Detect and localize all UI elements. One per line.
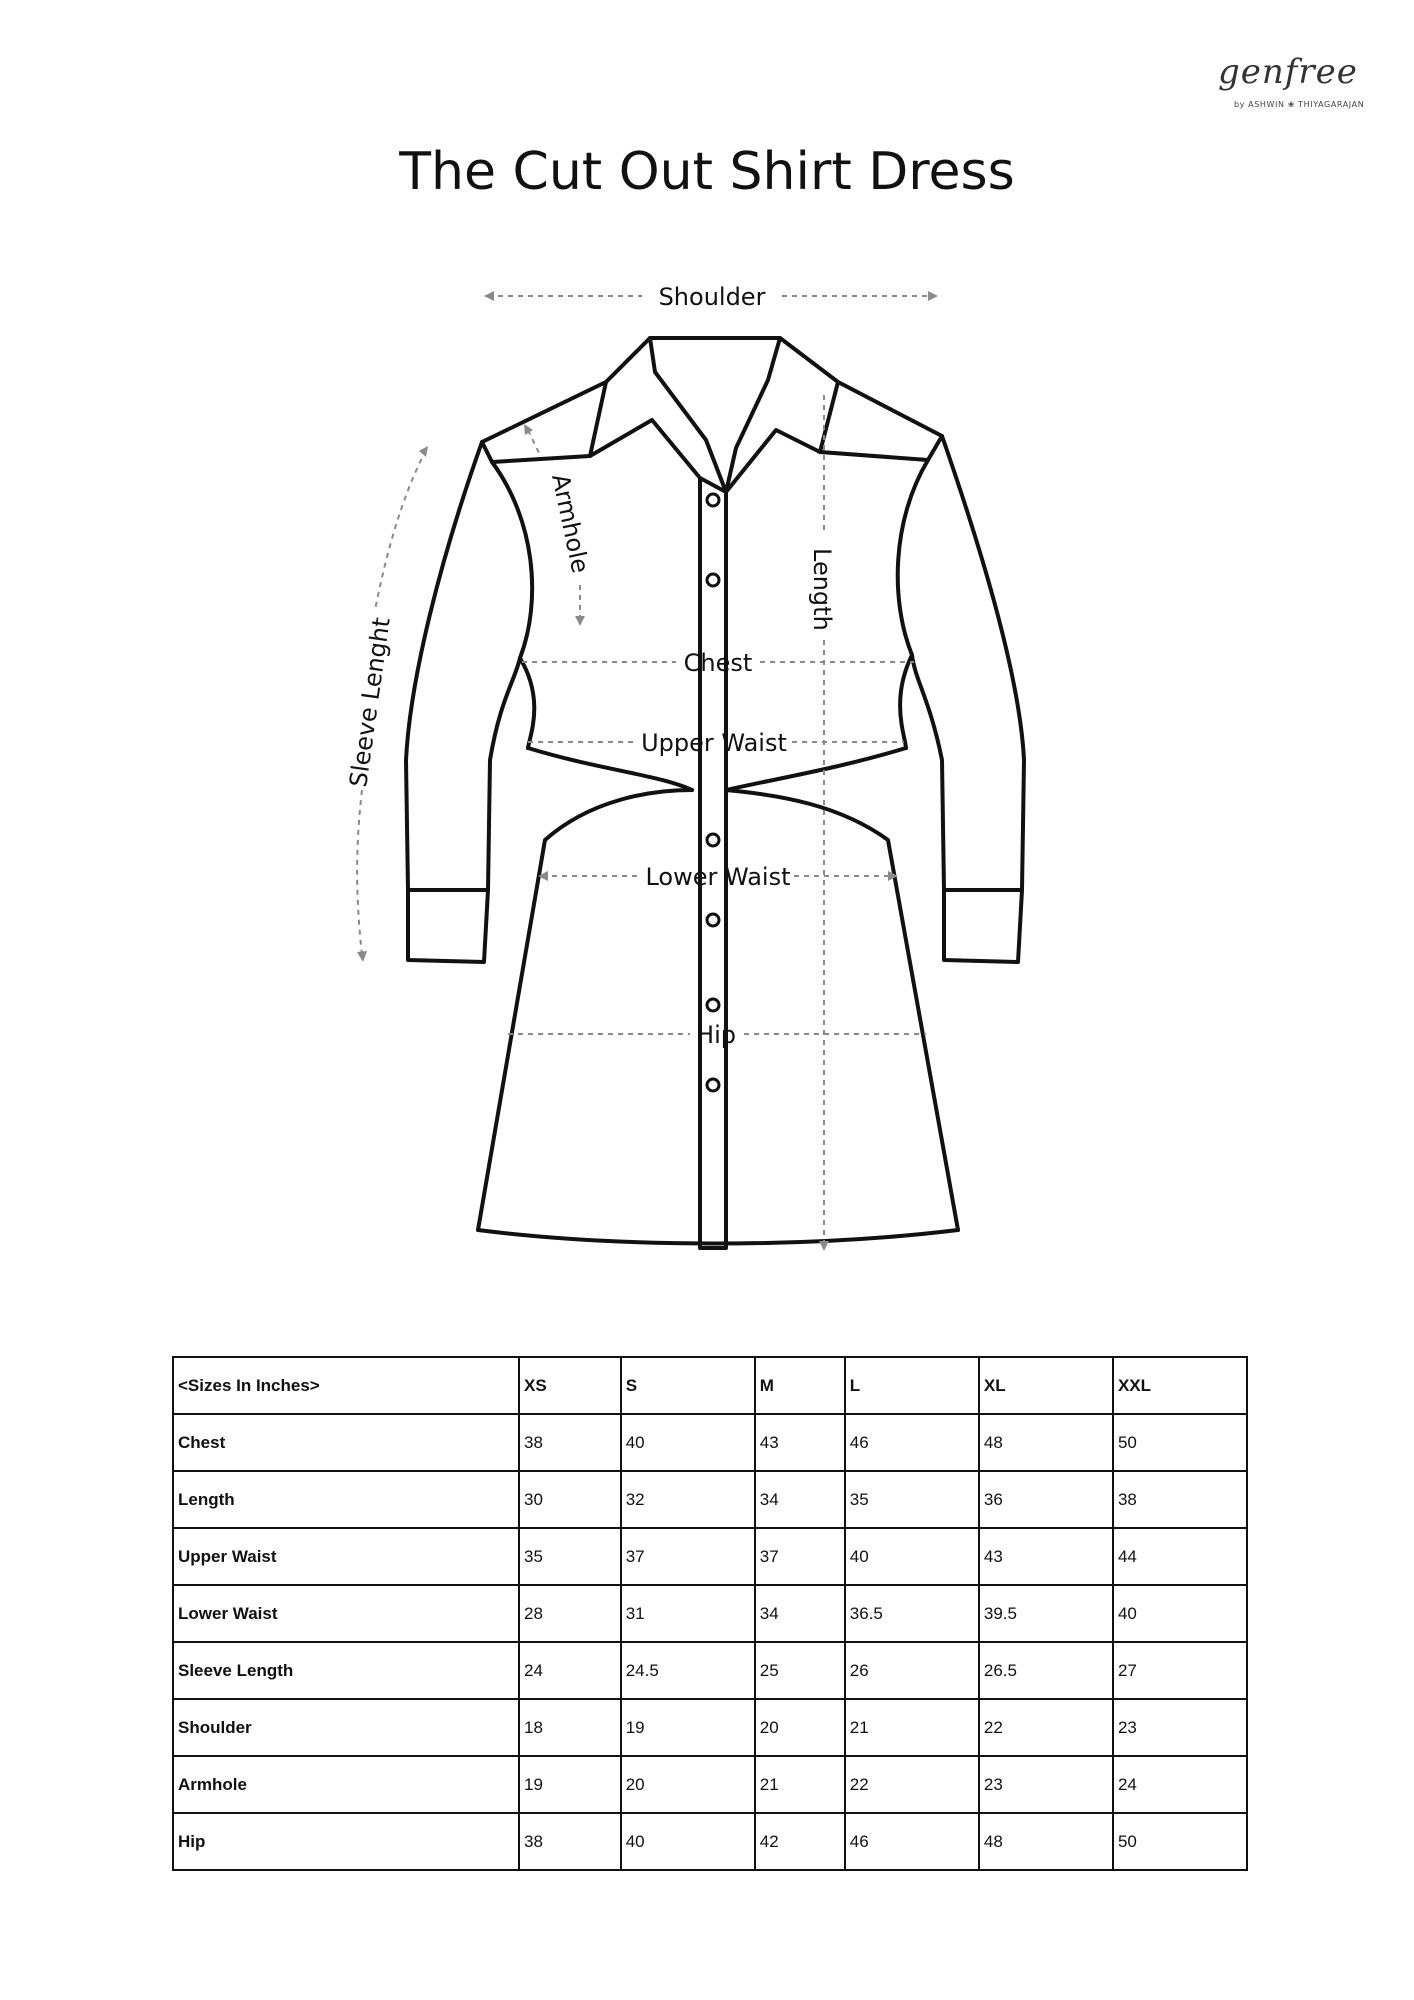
header-size-s: S xyxy=(621,1357,755,1414)
measurement-armhole xyxy=(524,424,594,626)
table-cell: 23 xyxy=(1113,1699,1247,1756)
table-cell: 31 xyxy=(621,1585,755,1642)
table-cell: 22 xyxy=(845,1756,979,1813)
dress-buttons xyxy=(707,494,719,1091)
row-label: Sleeve Length xyxy=(173,1642,519,1699)
header-size-l: L xyxy=(845,1357,979,1414)
table-row xyxy=(173,1471,1247,1528)
table-cell: 35 xyxy=(845,1471,979,1528)
label-hip: Hip xyxy=(696,1021,736,1049)
measurement-chest xyxy=(522,649,914,677)
table-cell: 37 xyxy=(621,1528,755,1585)
table-cell: 34 xyxy=(755,1585,845,1642)
table-header-row xyxy=(173,1357,1247,1414)
measurement-shoulder xyxy=(484,283,938,311)
table-cell: 44 xyxy=(1113,1528,1247,1585)
measurement-lower-waist xyxy=(538,863,898,891)
row-label: Armhole xyxy=(173,1756,519,1813)
table-cell: 27 xyxy=(1113,1642,1247,1699)
table-row xyxy=(173,1414,1247,1471)
table-cell: 26.5 xyxy=(979,1642,1113,1699)
table-cell: 22 xyxy=(979,1699,1113,1756)
row-label: Shoulder xyxy=(173,1699,519,1756)
header-size-m: M xyxy=(755,1357,845,1414)
label-armhole: Armhole xyxy=(546,471,595,576)
table-cell: 35 xyxy=(519,1528,621,1585)
table-cell: 24.5 xyxy=(621,1642,755,1699)
row-label: Length xyxy=(173,1471,519,1528)
table-cell: 46 xyxy=(845,1414,979,1471)
label-sleeve: Sleeve Lenght xyxy=(344,615,396,789)
row-label: Upper Waist xyxy=(173,1528,519,1585)
table-row xyxy=(173,1699,1247,1756)
row-label: Hip xyxy=(173,1813,519,1870)
table-cell: 43 xyxy=(979,1528,1113,1585)
label-upper-waist: Upper Waist xyxy=(641,729,787,757)
table-row xyxy=(173,1585,1247,1642)
table-cell: 19 xyxy=(621,1699,755,1756)
measurement-upper-waist xyxy=(528,729,904,757)
table-cell: 48 xyxy=(979,1813,1113,1870)
table-cell: 24 xyxy=(1113,1756,1247,1813)
table-cell: 20 xyxy=(621,1756,755,1813)
table-cell: 18 xyxy=(519,1699,621,1756)
header-size-xl: XL xyxy=(979,1357,1113,1414)
size-chart-table xyxy=(172,1356,1248,1871)
header-size-xxl: XXL xyxy=(1113,1357,1247,1414)
row-label: Lower Waist xyxy=(173,1585,519,1642)
label-chest: Chest xyxy=(683,649,753,677)
table-cell: 50 xyxy=(1113,1414,1247,1471)
measurement-hip xyxy=(508,1021,926,1049)
table-cell: 19 xyxy=(519,1756,621,1813)
table-cell: 26 xyxy=(845,1642,979,1699)
measurement-sleeve xyxy=(344,446,428,962)
table-cell: 38 xyxy=(1113,1471,1247,1528)
page-title: The Cut Out Shirt Dress xyxy=(399,142,1015,202)
table-cell: 28 xyxy=(519,1585,621,1642)
table-cell: 32 xyxy=(621,1471,755,1528)
table-cell: 40 xyxy=(845,1528,979,1585)
table-row xyxy=(173,1756,1247,1813)
table-cell: 37 xyxy=(755,1528,845,1585)
brand-subtitle: by ASHWIN ❀ THIYAGARAJAN xyxy=(1234,100,1365,109)
table-cell: 20 xyxy=(755,1699,845,1756)
label-lower-waist: Lower Waist xyxy=(645,863,791,891)
table-cell: 40 xyxy=(621,1414,755,1471)
table-cell: 43 xyxy=(755,1414,845,1471)
table-cell: 48 xyxy=(979,1414,1113,1471)
table-cell: 38 xyxy=(519,1813,621,1870)
header-size-xs: XS xyxy=(519,1357,621,1414)
measurement-length xyxy=(808,395,836,1251)
label-length: Length xyxy=(808,548,836,631)
table-cell: 36.5 xyxy=(845,1585,979,1642)
table-cell: 21 xyxy=(755,1756,845,1813)
table-cell: 36 xyxy=(979,1471,1113,1528)
table-cell: 23 xyxy=(979,1756,1113,1813)
table-cell: 46 xyxy=(845,1813,979,1870)
table-cell: 25 xyxy=(755,1642,845,1699)
dress-outline xyxy=(406,338,1024,1248)
table-cell: 50 xyxy=(1113,1813,1247,1870)
brand-name: genfree xyxy=(1218,52,1358,92)
table-cell: 39.5 xyxy=(979,1585,1113,1642)
table-row xyxy=(173,1642,1247,1699)
header-units: <Sizes In Inches> xyxy=(173,1357,519,1414)
table-cell: 42 xyxy=(755,1813,845,1870)
table-cell: 24 xyxy=(519,1642,621,1699)
table-cell: 40 xyxy=(1113,1585,1247,1642)
label-shoulder: Shoulder xyxy=(658,283,766,311)
table-cell: 34 xyxy=(755,1471,845,1528)
table-cell: 30 xyxy=(519,1471,621,1528)
table-cell: 38 xyxy=(519,1414,621,1471)
table-cell: 40 xyxy=(621,1813,755,1870)
table-row xyxy=(173,1528,1247,1585)
table-row xyxy=(173,1813,1247,1870)
table-cell: 21 xyxy=(845,1699,979,1756)
row-label: Chest xyxy=(173,1414,519,1471)
